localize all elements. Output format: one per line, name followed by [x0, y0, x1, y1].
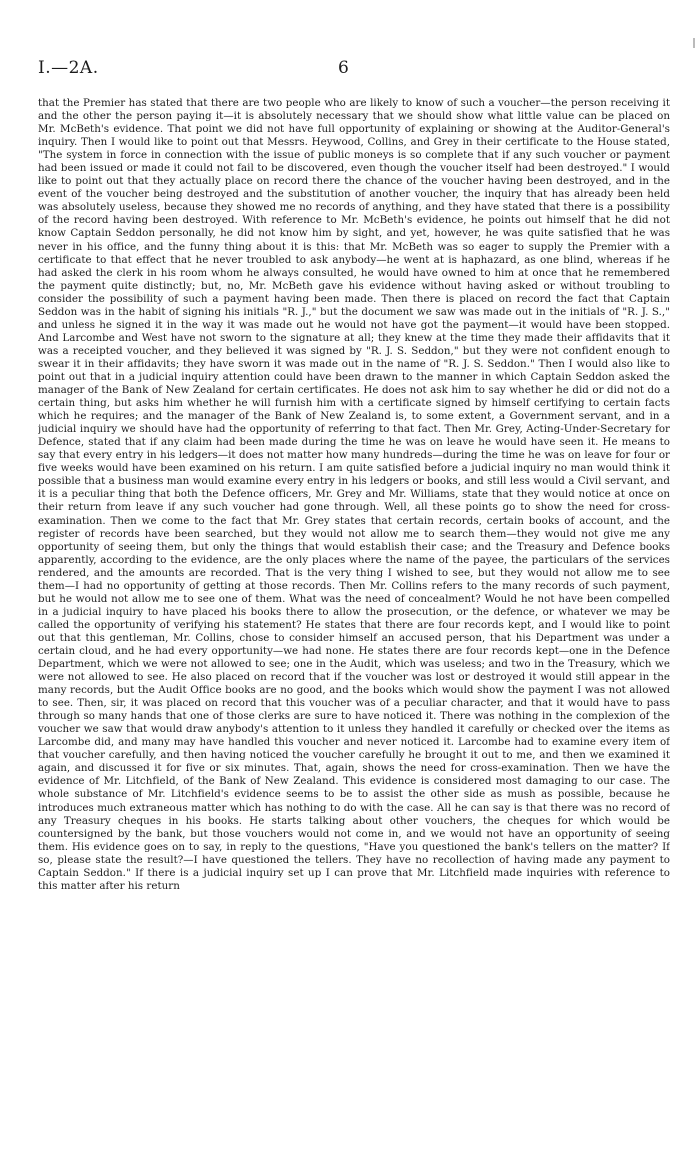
page-number: 6 — [338, 58, 349, 78]
document-reference: I.—2A. — [38, 58, 99, 78]
page-header — [38, 58, 668, 84]
page-edge-mark — [693, 38, 695, 48]
body-paragraph: that the Premier has stated that there are two people who are likely to know of such a voucher—the person receiving it and the other the person paying it—it is absolutely necessary that we should show what little value can be placed on Mr. McBeth's evidence. That point we did not have full opportunity of explaining or showing at the Auditor-General's inquiry. Then I would like to point out that Messrs. Heywood, Collins, and Grey in their certificate to the House stated, "The system in force in connection with the issue of public moneys is so complete that if any such voucher or payment had been issued or made it could not fail to be discovered, even though the voucher itself had been destroyed." I would like to point out that they actually place on record there the chance of the voucher having been destroyed, and in the event of the voucher being destroyed and the substitution of another voucher, the inquiry that has already been held was absolutely useless, because they showed me no records of anything, and they have stated that there is a possibility of the record having been destroyed. With reference to Mr. McBeth's evidence, he points out himself that he did not know Captain Seddon personally, he did not know him by sight, and yet, however, he was quite satisfied that he was never in his office, and the funny thing about it is this: that Mr. McBeth was so eager to supply the Premier with a certificate to that effect that he never troubled to ask anybody—he went at is haphazard, as one blind, whereas if he had asked the clerk in his room whom he always consulted, he would have owned to him at once that he remembered the payment quite distinctly; but, no, Mr. McBeth gave his evidence without having asked or without troubling to consider the possibility of such a payment having been made. Then there is placed on record the fact that Captain Seddon was in the habit of signing his initials "R. J.," but the document we saw was made out in the initials of "R. J. S.," and unless he signed it in the way it was made out he would not have got the payment—it would have been stopped. And Larcombe and West have not sworn to the signature at all; they knew at the time they made their affidavits that it was a receipted voucher, and they believed it was signed by "R. J. S. Seddon," but they were not confident enough to swear it in their affidavits; they have sworn it was made out in the name of "R. J. S. Seddon." Then I would also like to point out that in a judicial inquiry attention could have been drawn to the manner in which Captain Seddon asked the manager of the Bank of New Zealand for certain certificates. He does not ask him to say whether he did or did not do a certain thing, but asks him whether he will furnish him with a certificate signed by himself certifying to certain facts which he requires; and the manager of the Bank of New Zealand is, to some extent, a Government servant, and in a judicial inquiry we should have had the opportunity of referring to that fact. Then Mr. Grey, Acting-Under-Secretary for Defence, stated that if any claim had been made during the time he was on leave he would have seen it. He means to say that every entry in his ledgers—it does not matter how many hundreds—during the time he was on leave for four or five weeks would have been examined on his return. I am quite satisfied before a judicial inquiry no man would think it possible that a business man would examine every entry in his ledgers or books, and still less would a Civil servant, and it is a peculiar thing that both the Defence officers, Mr. Grey and Mr. Williams, state that they would notice at once on their return from leave if any such voucher had gone through. Well, all these points go to show the need for cross-examination. Then we come to the fact that Mr. Grey states that certain records, certain books of account, and the register of records have been searched, but they would not allow me to search them—they would not give me any opportunity of seeing them, but only the things that would establish their case; and the Treasury and Defence books apparently, according to the evidence, are the only places where the name of the payee, the particulars of the services rendered, and the amounts are recorded. That is the very thing I wished to see, but they would not allow me to see them—I had no opportunity of getting at those records. Then Mr. Collins refers to the many records of such payment, but he would not allow me to see one of them. What was the need of concealment? Would he not have been compelled in a judicial inquiry to have placed his books there to allow the prosecution, or the defence, or whatever we may be called the opportunity of verifying his statement? He states that there are four records kept, and I would like to point out that this gentleman, Mr. Collins, chose to consider himself an accused person, that his Department was under a certain cloud, and he had every opportunity—we had none. He states there are four records kept—one in the Defence Department, which we were not allowed to see; one in the Audit, which was useless; and two in the Treasury, which we were not allowed to see. He also placed on record that if the voucher was lost or destroyed it would still appear in the many records, but the Audit Office books are no good, and the books which would show the payment I was not allowed to see. Then, sir, it was placed on record that this voucher was of a peculiar character, and that it would have to pass through so many hands that one of those clerks are sure to have noticed it. There was nothing in the complexion of the voucher we saw that would draw anybody's attention to it unless they handled it carefully or checked over the items as Larcombe did, and many may have handled this voucher and never noticed it. Larcombe had to examine every item of that voucher carefully, and then having noticed the voucher carefully he brought it out to me, and then we examined it again, and discussed it for five or six minutes. That, again, shows the need for cross-examination. Then we have the evidence of Mr. Litchfield, of the Bank of New Zealand. This evidence is considered most damaging to our case. The whole substance of Mr. Litchfield's evidence seems to be to assist the other side as mush as possible, because he introduces much extraneous matter which has nothing to do with the case. All he can say is that there was no record of any Treasury cheques in his books. He starts talking about other vouchers, the cheques for which would be countersigned by the bank, but those vouchers would not come in, and we would not have an opportunity of seeing them. His evidence goes on to say, in reply to the questions, "Have you questioned the bank's tellers on the matter? If so, please state the result?—I have questioned the tellers. They have no recollection of having made any payment to Captain Seddon." If there is a judicial inquiry set up I can prove that Mr. Litchfield made inquiries with reference to this matter after his return — [38, 97, 670, 892]
body-text — [38, 97, 670, 1137]
